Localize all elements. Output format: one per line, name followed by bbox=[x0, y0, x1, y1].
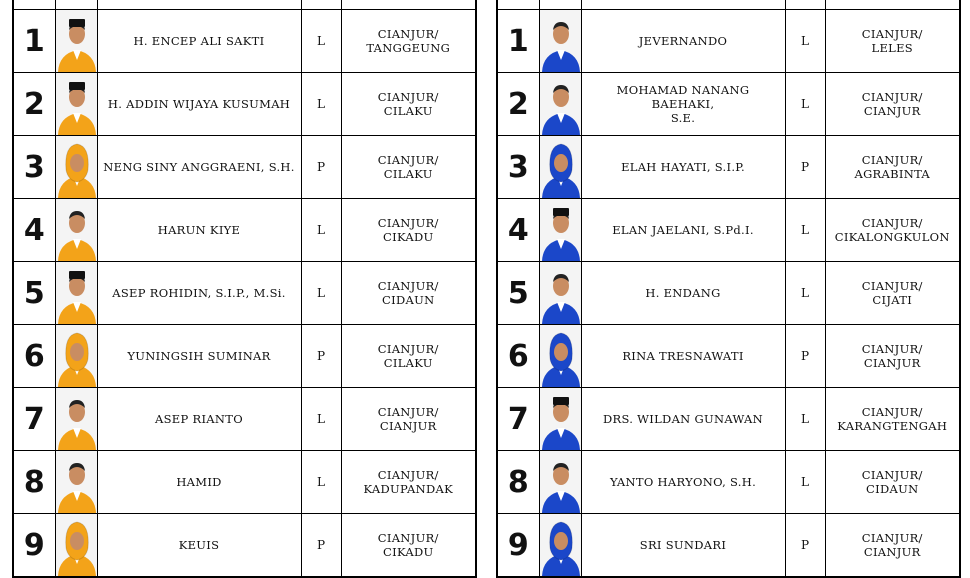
candidate-photo bbox=[56, 73, 98, 135]
table-row bbox=[13, 136, 476, 199]
header-photo bbox=[55, 0, 97, 10]
dapil-line-2: KARANGTENGAH bbox=[837, 419, 948, 433]
candidate-name: HAMID bbox=[176, 475, 222, 489]
header-no bbox=[497, 0, 539, 10]
dapil-line-2: KADUPANDAK bbox=[363, 482, 453, 496]
candidate-photo-cell bbox=[55, 199, 97, 262]
candidate-number: 7 bbox=[13, 388, 55, 451]
candidate-photo-cell bbox=[55, 325, 97, 388]
candidate-dapil bbox=[341, 325, 476, 388]
candidate-dapil bbox=[341, 136, 476, 199]
table-row bbox=[497, 10, 960, 73]
candidate-name-cell bbox=[97, 388, 301, 451]
candidate-photo bbox=[56, 514, 98, 576]
candidate-name: H. ENDANG bbox=[645, 286, 721, 300]
header-dapil bbox=[825, 0, 960, 10]
candidate-photo bbox=[540, 388, 582, 450]
candidate-name-cell bbox=[97, 199, 301, 262]
candidate-name: HARUN KIYE bbox=[157, 223, 241, 237]
candidate-number: 7 bbox=[497, 388, 539, 451]
dapil-line-1: CIANJUR/ bbox=[861, 27, 923, 41]
candidate-sex: L bbox=[301, 451, 341, 514]
candidate-photo-cell bbox=[55, 136, 97, 199]
candidate-table-left bbox=[12, 0, 477, 578]
candidate-name: KEUIS bbox=[178, 538, 220, 552]
candidate-name: ASEP RIANTO bbox=[155, 412, 243, 426]
candidate-photo-cell bbox=[539, 199, 581, 262]
candidate-name: ASEP ROHIDIN, S.I.P., M.Si. bbox=[112, 286, 286, 300]
candidate-name-cell bbox=[581, 199, 785, 262]
candidate-name-cell bbox=[97, 325, 301, 388]
candidate-photo-cell bbox=[55, 451, 97, 514]
candidate-photo bbox=[540, 451, 582, 513]
candidate-photo bbox=[56, 136, 98, 198]
candidate-name: ELAN JAELANI, S.Pd.I. bbox=[612, 223, 754, 237]
candidate-sex: P bbox=[785, 136, 825, 199]
candidate-photo-cell bbox=[55, 388, 97, 451]
dapil-line-1: CIANJUR/ bbox=[377, 468, 439, 482]
candidate-dapil bbox=[825, 325, 960, 388]
table-row bbox=[13, 73, 476, 136]
candidate-name: H. ADDIN WIJAYA KUSUMAH bbox=[107, 97, 291, 111]
candidate-name: YANTO HARYONO, S.H. bbox=[609, 475, 757, 489]
candidate-dapil bbox=[825, 514, 960, 578]
candidate-number: 4 bbox=[13, 199, 55, 262]
table-row bbox=[13, 514, 476, 578]
table-row bbox=[497, 73, 960, 136]
candidate-number: 5 bbox=[497, 262, 539, 325]
candidate-dapil bbox=[341, 514, 476, 578]
table-row bbox=[13, 199, 476, 262]
candidate-photo bbox=[540, 199, 582, 261]
dapil-line-2: CIDAUN bbox=[866, 482, 919, 496]
dapil-line-2: CIANJUR bbox=[863, 545, 921, 559]
dapil-line-1: CIANJUR/ bbox=[861, 342, 923, 356]
dapil-line-2: CILAKU bbox=[383, 356, 433, 370]
candidate-sex: P bbox=[301, 514, 341, 578]
candidate-photo bbox=[540, 325, 582, 387]
candidate-name-cell bbox=[581, 262, 785, 325]
dapil-line-2: CIJATI bbox=[872, 293, 913, 307]
candidate-name: ELAH HAYATI, S.I.P. bbox=[621, 160, 745, 174]
dapil-line-1: CIANJUR/ bbox=[861, 405, 923, 419]
candidate-photo-cell bbox=[55, 73, 97, 136]
candidate-photo-cell bbox=[539, 10, 581, 73]
candidate-name: NENG SINY ANGGRAENI, S.H. bbox=[103, 160, 295, 174]
candidate-number: 1 bbox=[497, 10, 539, 73]
candidate-sex: P bbox=[785, 514, 825, 578]
candidate-number: 5 bbox=[13, 262, 55, 325]
candidate-sex: L bbox=[785, 451, 825, 514]
table-row bbox=[497, 451, 960, 514]
candidate-name: RINA TRESNAWATI bbox=[622, 349, 744, 363]
candidate-dapil bbox=[341, 199, 476, 262]
candidate-name-cell bbox=[581, 514, 785, 578]
candidate-number: 1 bbox=[13, 10, 55, 73]
candidate-sex: P bbox=[301, 325, 341, 388]
dapil-line-2: CIANJUR bbox=[863, 104, 921, 118]
dapil-line-1: CIANJUR/ bbox=[377, 279, 439, 293]
table-row bbox=[13, 451, 476, 514]
candidate-photo bbox=[56, 262, 98, 324]
dapil-line-2: CIKADU bbox=[383, 230, 434, 244]
candidate-name-cell bbox=[581, 136, 785, 199]
candidate-sex: L bbox=[785, 199, 825, 262]
candidate-name: MOHAMAD NANANG BAEHAKI, bbox=[616, 83, 750, 111]
dapil-line-1: CIANJUR/ bbox=[377, 27, 439, 41]
candidate-dapil bbox=[825, 73, 960, 136]
candidate-photo-cell bbox=[539, 136, 581, 199]
candidate-photo-cell bbox=[539, 451, 581, 514]
candidate-photo bbox=[540, 262, 582, 324]
candidate-table-right bbox=[496, 0, 961, 578]
dapil-line-1: CIANJUR/ bbox=[861, 216, 923, 230]
header-name bbox=[581, 0, 785, 10]
candidate-dapil bbox=[341, 10, 476, 73]
candidate-number: 6 bbox=[497, 325, 539, 388]
candidate-name-cell bbox=[581, 73, 785, 136]
candidate-name-cell bbox=[97, 451, 301, 514]
candidate-number: 8 bbox=[13, 451, 55, 514]
dapil-line-2: CILAKU bbox=[383, 167, 433, 181]
dapil-line-1: CIANJUR/ bbox=[861, 279, 923, 293]
dapil-line-1: CIANJUR/ bbox=[377, 405, 439, 419]
candidate-photo bbox=[56, 199, 98, 261]
candidate-photo-cell bbox=[55, 262, 97, 325]
candidate-number: 3 bbox=[497, 136, 539, 199]
candidate-number: 4 bbox=[497, 199, 539, 262]
candidate-photo bbox=[56, 388, 98, 450]
candidate-name-cell bbox=[97, 136, 301, 199]
candidate-photo bbox=[56, 325, 98, 387]
dapil-line-1: CIANJUR/ bbox=[861, 531, 923, 545]
candidate-name-cell bbox=[581, 388, 785, 451]
dapil-line-1: CIANJUR/ bbox=[861, 468, 923, 482]
candidate-photo bbox=[540, 136, 582, 198]
header-no bbox=[13, 0, 55, 10]
candidate-name-cell bbox=[97, 73, 301, 136]
candidate-number: 6 bbox=[13, 325, 55, 388]
candidate-photo bbox=[540, 514, 582, 576]
candidate-dapil bbox=[825, 136, 960, 199]
dapil-line-1: CIANJUR/ bbox=[377, 531, 439, 545]
candidate-sex: P bbox=[785, 325, 825, 388]
candidate-number: 9 bbox=[13, 514, 55, 578]
candidate-photo-cell bbox=[539, 262, 581, 325]
header-sex bbox=[785, 0, 825, 10]
header-row bbox=[497, 0, 960, 10]
dapil-line-1: CIANJUR/ bbox=[377, 216, 439, 230]
dapil-line-2: TANGGEUNG bbox=[366, 41, 451, 55]
candidate-photo-cell bbox=[55, 10, 97, 73]
candidate-name-cell bbox=[97, 262, 301, 325]
candidate-number: 3 bbox=[13, 136, 55, 199]
candidate-name: JEVERNANDO bbox=[638, 34, 728, 48]
candidate-photo bbox=[540, 10, 582, 72]
candidate-number: 8 bbox=[497, 451, 539, 514]
candidate-name-cell bbox=[581, 10, 785, 73]
candidate-dapil bbox=[825, 388, 960, 451]
header-photo bbox=[539, 0, 581, 10]
dapil-line-1: CIANJUR/ bbox=[861, 153, 923, 167]
candidate-number: 9 bbox=[497, 514, 539, 578]
dapil-line-2: CILAKU bbox=[383, 104, 433, 118]
dapil-line-1: CIANJUR/ bbox=[861, 90, 923, 104]
dapil-line-1: CIANJUR/ bbox=[377, 153, 439, 167]
candidate-sex: P bbox=[301, 136, 341, 199]
candidate-photo-cell bbox=[539, 325, 581, 388]
candidate-dapil bbox=[825, 199, 960, 262]
candidate-sex: L bbox=[785, 73, 825, 136]
table-row bbox=[13, 262, 476, 325]
candidate-sex: L bbox=[301, 262, 341, 325]
dapil-line-2: CIKALONGKULON bbox=[834, 230, 950, 244]
candidate-name-cell bbox=[97, 10, 301, 73]
dapil-line-1: CIANJUR/ bbox=[377, 342, 439, 356]
header-name bbox=[97, 0, 301, 10]
candidate-sex: L bbox=[301, 10, 341, 73]
table-row bbox=[13, 10, 476, 73]
candidate-name: SRI SUNDARI bbox=[639, 538, 727, 552]
candidate-name: YUNINGSIH SUMINAR bbox=[127, 349, 271, 363]
candidate-name-cell bbox=[581, 325, 785, 388]
candidate-photo-cell bbox=[539, 388, 581, 451]
table-row bbox=[497, 136, 960, 199]
table-row bbox=[497, 514, 960, 578]
candidate-sex: L bbox=[301, 388, 341, 451]
candidate-sex: L bbox=[785, 388, 825, 451]
candidate-dapil bbox=[341, 73, 476, 136]
header-sex bbox=[301, 0, 341, 10]
candidate-dapil bbox=[825, 262, 960, 325]
table-row bbox=[13, 388, 476, 451]
candidate-photo-cell bbox=[539, 73, 581, 136]
candidate-sex: L bbox=[785, 10, 825, 73]
candidate-photo bbox=[56, 451, 98, 513]
candidate-photo bbox=[540, 73, 582, 135]
candidate-number: 2 bbox=[13, 73, 55, 136]
candidate-name-cell bbox=[97, 514, 301, 578]
candidate-name-cell bbox=[581, 451, 785, 514]
dapil-line-2: CIANJUR bbox=[863, 356, 921, 370]
candidate-name: H. ENCEP ALI SAKTI bbox=[133, 34, 265, 48]
dapil-line-2: CIDAUN bbox=[382, 293, 435, 307]
candidate-photo bbox=[56, 10, 98, 72]
candidate-name-suffix: S.E. bbox=[670, 111, 696, 125]
candidate-dapil bbox=[825, 10, 960, 73]
candidate-dapil bbox=[341, 262, 476, 325]
dapil-line-1: CIANJUR/ bbox=[377, 90, 439, 104]
header-row bbox=[13, 0, 476, 10]
table-row bbox=[13, 325, 476, 388]
table-row bbox=[497, 388, 960, 451]
candidate-name: DRS. WILDAN GUNAWAN bbox=[603, 412, 763, 426]
dapil-line-2: AGRABINTA bbox=[854, 167, 931, 181]
dapil-line-2: CIANJUR bbox=[379, 419, 437, 433]
dapil-line-2: CIKADU bbox=[383, 545, 434, 559]
header-dapil bbox=[341, 0, 476, 10]
candidate-sex: L bbox=[301, 73, 341, 136]
candidate-dapil bbox=[341, 451, 476, 514]
candidate-dapil bbox=[825, 451, 960, 514]
table-row bbox=[497, 325, 960, 388]
candidate-dapil bbox=[341, 388, 476, 451]
table-row bbox=[497, 262, 960, 325]
candidate-sex: L bbox=[785, 262, 825, 325]
dapil-line-2: LELES bbox=[871, 41, 913, 55]
candidate-sex: L bbox=[301, 199, 341, 262]
candidate-photo-cell bbox=[539, 514, 581, 578]
candidate-number: 2 bbox=[497, 73, 539, 136]
table-row bbox=[497, 199, 960, 262]
candidate-photo-cell bbox=[55, 514, 97, 578]
